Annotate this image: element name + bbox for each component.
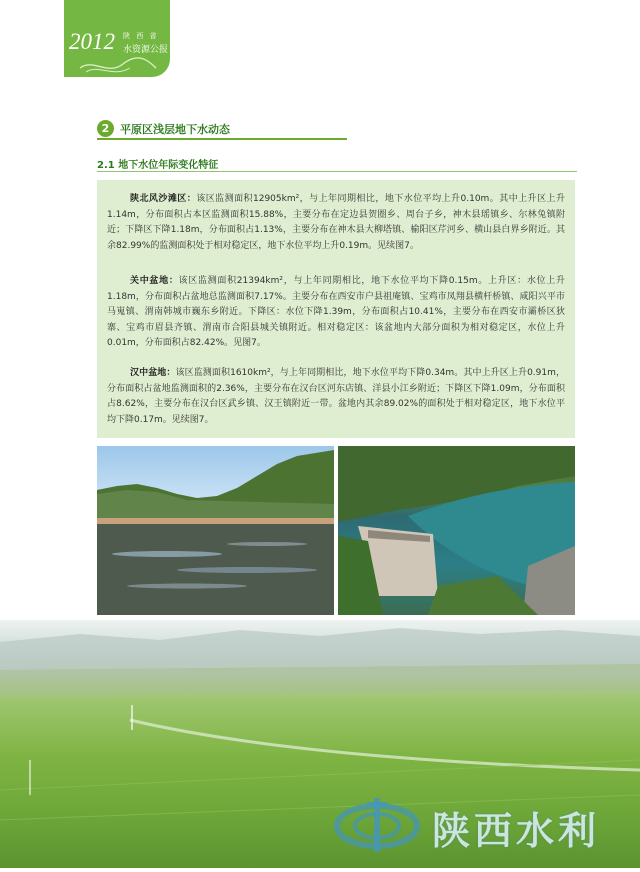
section-underline	[97, 138, 347, 140]
dam-scene-illustration	[338, 446, 575, 615]
logo-text: 陕西水利	[432, 809, 601, 853]
swirl-decoration-icon	[78, 54, 158, 74]
water-drop-emblem-icon	[332, 794, 422, 854]
paragraph-heading: 关中盆地：	[130, 276, 179, 286]
section-title: 平原区浅层地下水动态	[120, 123, 230, 136]
lake-photo	[97, 446, 334, 615]
section-number: 2	[97, 120, 114, 137]
badge-title: 水资源公报	[123, 45, 169, 55]
paragraph-shaanbei	[107, 192, 565, 254]
shaanxi-water-logo	[332, 794, 632, 854]
paragraph-heading: 汉中盆地：	[130, 368, 176, 378]
paragraph-heading: 陕北风沙滩区：	[130, 194, 197, 204]
badge-year: 2012	[69, 29, 115, 54]
section-header	[97, 120, 577, 138]
dam-photo	[338, 446, 575, 615]
lake-scene-illustration	[97, 446, 334, 615]
paragraph-guanzhong	[107, 274, 565, 352]
paragraph-hanzhong	[107, 366, 565, 428]
text-panel	[97, 180, 575, 438]
paragraph-text: 该区监测面积21394km²，与上年同期相比，地下水位平均下降0.15m。上升区：水位上升1.18m，分布面积占盆地总监测面积7.17%。主要分布在西安市户县祖庵镇、宝鸡市凤翔县横杆桥镇、咸阳兴平市马嵬镇、渭南韩城市巍东乡附近。下降区：水位下降1.39m，分布面积占10.41%，主要分布在西安市灞桥区狄寨、宝鸡市眉县齐镇、渭南市合阳县城关镇附近。相对稳定区：该盆地内大部分面积为相对稳定区，水位上升0.01m，分布面积占82.42%。见图7。	[107, 276, 565, 348]
paragraph-text: 该区监测面积1610km²，与上年同期相比，地下水位平均下降0.34m。其中上升区上升0.91m，分布面积占盆地监测面积的2.36%，主要分布在汉台区河东店镇、洋县小江乡附近；下降区下降1.09m，分布面积占8.62%，主要分布在汉台区武乡镇、汉王镇附近一带。盆地内其余89.02%的面积处于相对稳定区，地下水位平均下降0.17m。见续图7。	[107, 368, 565, 425]
subsection-title: 2.1 地下水位年际变化特征	[97, 160, 219, 171]
paragraph-text: 该区监测面积12905km²，与上年同期相比，地下水位平均上升0.10m。其中上升区上升1.14m，分布面积占本区监测面积15.88%，主要分布在定边县贺圈乡、周台子乡，神木县瑶镇乡、尔林兔镇附近；下降区下降1.18m，分布面积占1.13%，主要分布在神木县大柳塔镇、榆阳区芹河乡、横山县白界乡附近。其余82.99%的监测面积处于相对稳定区，地下水位平均上升0.19m。见续图7。	[107, 194, 565, 251]
badge-province: 陕 西 省	[123, 32, 159, 40]
subsection-divider	[97, 171, 577, 172]
annual-report-badge	[64, 0, 170, 77]
